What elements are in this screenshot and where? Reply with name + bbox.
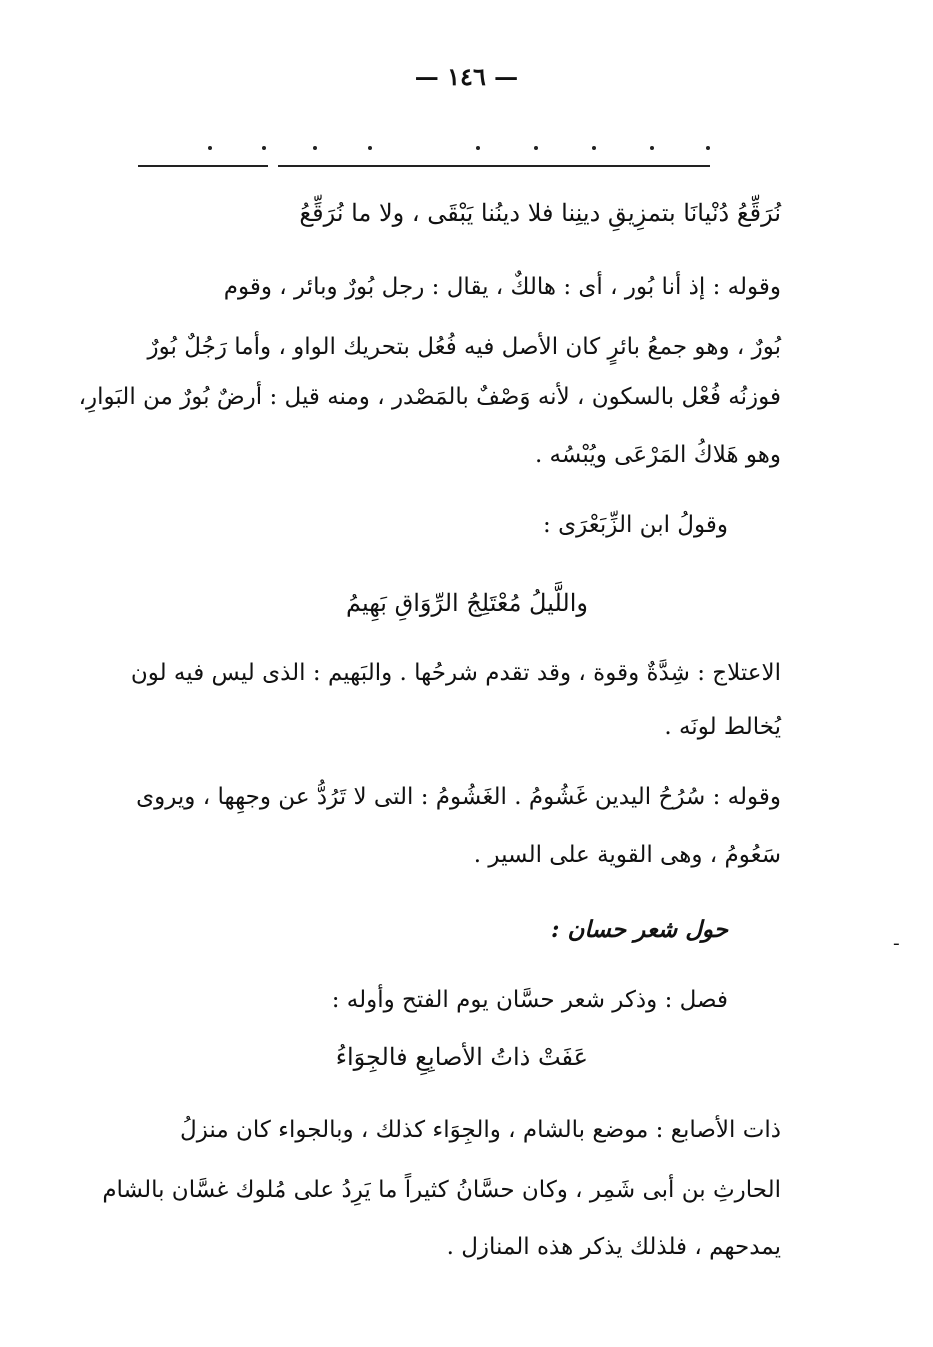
paragraph-line: فوزنُه فُعْل بالسكون ، لأنه وَصْفٌ بالمَصْدر ، ومنه قيل : أرضٌ بُورٌ من البَوارِ، (78, 384, 781, 410)
verse-line: عَفَتْ ذاتُ الأصابِعِ فالجِوَاءُ (335, 1043, 588, 1071)
paragraph-line: الاعتلاج : شِدَّةٌ وقوة ، وقد تقدم شرحُها . والبَهيم : الذى ليس فيه لون (130, 660, 781, 686)
paragraph-line: يُخالط لونَه . (664, 714, 781, 740)
verse-line: واللَّيلُ مُعْتَلِجُ الرِّوَاقِ بَهِيمُ (346, 589, 588, 617)
paragraph-line: وقوله : سُرُحُ اليدين غَشُومُ . الغَشُومُ : التى لا تَرُدُّ عن وجهِها ، ويروى (136, 784, 781, 810)
paragraph-line: ذات الأصابع : موضع بالشام ، والجِوَاء كذلك ، وبالجواء كان منزلُ (180, 1117, 781, 1143)
paragraph-line: وقوله : إذ أنا بُور ، أى : هالكٌ ، يقال : رجل بُورٌ وبائر ، وقوم (223, 274, 781, 300)
separator-rule (278, 165, 710, 167)
scan-edge-mark: ـ (894, 930, 899, 949)
paragraph-line: وهو هَلاكُ المَرْعَى ويُبْسُه . (534, 442, 781, 468)
paragraph-line: يمدحهم ، فلذلك يذكر هذه المنازل . (446, 1234, 781, 1260)
separator-dot (650, 146, 654, 150)
page-number: — ١٤٦ — (414, 62, 519, 91)
paragraph-line: الحارثِ بن أبى شَمِر ، وكان حسَّانُ كثيراً ما يَرِدُ على مُلوك غسَّان بالشام (102, 1177, 781, 1203)
paragraph-line: سَعُومُ ، وهى القوية على السير . (473, 842, 781, 868)
paragraph-line: وقولُ ابن الزِّبَعْرَى : (543, 512, 728, 538)
verse-line: نُرَقِّعُ دُنْيانَا بتمزِيقِ دينِنا فلا دينُنا يَبْقَى ، ولا ما نُرَقِّعُ (299, 199, 781, 227)
separator-dot (476, 146, 480, 150)
separator-dot (592, 146, 596, 150)
separator-rule (138, 165, 268, 167)
paragraph-line: فصل : وذكر شعر حسَّان يوم الفتح وأوله : (331, 987, 728, 1013)
separator-dot (262, 146, 266, 150)
separator-dot (208, 146, 212, 150)
separator-dot (534, 146, 538, 150)
separator-dot (706, 146, 710, 150)
separator-dot (368, 146, 372, 150)
paragraph-line: بُورٌ ، وهو جمعُ بائرٍ كان الأصل فيه فُعُل بتحريك الواو ، وأما رَجُلٌ بُورٌ (147, 334, 781, 360)
section-heading: حول شعر حسان : (550, 916, 728, 943)
separator-dot (313, 146, 317, 150)
